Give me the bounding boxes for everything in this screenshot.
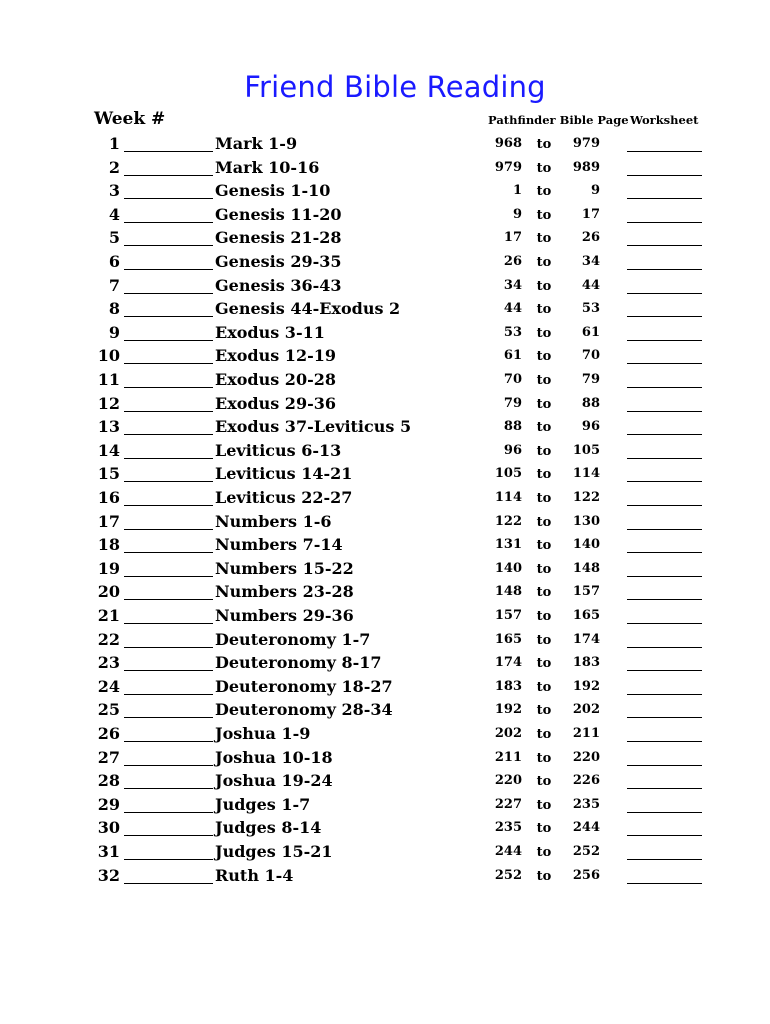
worksheet-blank-field[interactable] bbox=[627, 505, 702, 506]
table-row bbox=[0, 653, 770, 677]
page-to-label: to bbox=[536, 821, 552, 837]
page-from: 227 bbox=[494, 796, 522, 812]
week-number: 4 bbox=[108, 204, 120, 224]
reading-passage: Leviticus 14-21 bbox=[215, 464, 353, 484]
worksheet-blank-field[interactable] bbox=[627, 765, 702, 766]
page-to: 61 bbox=[581, 324, 600, 340]
page-to-label: to bbox=[536, 845, 552, 860]
page-to-label: to bbox=[536, 278, 552, 294]
page-to: 979 bbox=[572, 136, 600, 151]
page-to: 165 bbox=[572, 608, 600, 623]
page-to-label: to bbox=[536, 160, 552, 176]
page-from: 44 bbox=[503, 301, 522, 317]
date-blank-field[interactable] bbox=[124, 222, 213, 223]
week-number: 19 bbox=[97, 558, 120, 578]
reading-passage: Leviticus 6-13 bbox=[215, 440, 342, 460]
page-to: 114 bbox=[572, 466, 600, 482]
page-from: 61 bbox=[503, 348, 522, 364]
worksheet-blank-field[interactable] bbox=[627, 316, 702, 317]
reading-passage: Numbers 7-14 bbox=[215, 535, 343, 555]
page-to-label: to bbox=[536, 750, 552, 766]
worksheet-blank-field[interactable] bbox=[627, 175, 702, 176]
date-blank-field[interactable] bbox=[124, 670, 213, 671]
page-to: 9 bbox=[590, 183, 600, 199]
worksheet-blank-field[interactable] bbox=[627, 340, 702, 341]
page-from: 70 bbox=[503, 372, 522, 387]
date-blank-field[interactable] bbox=[124, 576, 213, 577]
table-row bbox=[0, 606, 770, 630]
reading-passage: Exodus 20-28 bbox=[215, 370, 336, 389]
worksheet-blank-field[interactable] bbox=[627, 670, 702, 671]
page-title: Friend Bible Reading bbox=[244, 70, 546, 104]
page-from: 105 bbox=[494, 466, 522, 482]
date-blank-field[interactable] bbox=[124, 694, 213, 695]
page-from: 79 bbox=[503, 395, 522, 411]
page-to-label: to bbox=[536, 609, 552, 624]
reading-passage: Mark 1-9 bbox=[215, 134, 298, 153]
date-blank-field[interactable] bbox=[124, 481, 213, 482]
table-row bbox=[0, 441, 770, 465]
table-row bbox=[0, 559, 770, 583]
page-to-label: to bbox=[536, 467, 552, 483]
page-from: 122 bbox=[494, 513, 522, 529]
week-number: 16 bbox=[97, 488, 120, 507]
reading-passage: Deuteronomy 1-7 bbox=[215, 629, 371, 649]
reading-passage: Deuteronomy 28-34 bbox=[215, 700, 393, 720]
week-number: 2 bbox=[108, 157, 120, 177]
page-to-label: to bbox=[536, 137, 552, 152]
reading-passage: Genesis 36-43 bbox=[215, 275, 342, 295]
week-number: 5 bbox=[108, 228, 120, 248]
page-from: 53 bbox=[503, 324, 522, 340]
date-blank-field[interactable] bbox=[124, 835, 213, 836]
page-to-label: to bbox=[536, 491, 552, 506]
page-to: 211 bbox=[572, 726, 600, 741]
reading-passage: Genesis 44-Exodus 2 bbox=[215, 299, 401, 319]
week-number: 7 bbox=[108, 275, 120, 295]
reading-passage: Joshua 10-18 bbox=[215, 747, 333, 767]
page-to: 989 bbox=[572, 159, 600, 175]
table-row bbox=[0, 630, 770, 654]
page-from: 114 bbox=[494, 490, 522, 505]
page-to-label: to bbox=[536, 632, 552, 648]
worksheet-blank-field[interactable] bbox=[627, 434, 702, 435]
table-row bbox=[0, 512, 770, 536]
page-to-label: to bbox=[536, 302, 552, 318]
worksheet-blank-field[interactable] bbox=[627, 387, 702, 388]
worksheet-blank-field[interactable] bbox=[627, 552, 702, 553]
week-number: 29 bbox=[97, 794, 120, 814]
page-from: 140 bbox=[494, 560, 522, 576]
worksheet-blank-field[interactable] bbox=[627, 293, 702, 294]
page-to-label: to bbox=[536, 255, 552, 270]
table-row bbox=[0, 346, 770, 370]
date-blank-field[interactable] bbox=[124, 434, 213, 435]
page-to: 79 bbox=[581, 372, 600, 387]
worksheet-blank-field[interactable] bbox=[627, 599, 702, 600]
week-number: 24 bbox=[97, 676, 120, 696]
table-row bbox=[0, 394, 770, 418]
table-row bbox=[0, 299, 770, 323]
date-blank-field[interactable] bbox=[124, 788, 213, 789]
date-blank-field[interactable] bbox=[124, 647, 213, 648]
reading-passage: Genesis 29-35 bbox=[215, 252, 342, 271]
worksheet-blank-field[interactable] bbox=[627, 269, 702, 270]
page-to-label: to bbox=[536, 868, 552, 884]
table-row bbox=[0, 866, 770, 890]
page-from: 34 bbox=[503, 277, 522, 293]
reading-passage: Judges 1-7 bbox=[215, 794, 311, 814]
table-row bbox=[0, 417, 770, 441]
page-to: 183 bbox=[572, 655, 600, 671]
page-to: 105 bbox=[572, 442, 600, 458]
date-blank-field[interactable] bbox=[124, 458, 213, 459]
page-to-label: to bbox=[536, 207, 552, 223]
page-to-label: to bbox=[536, 703, 552, 719]
table-row bbox=[0, 748, 770, 772]
table-row bbox=[0, 724, 770, 748]
page-to: 226 bbox=[572, 773, 600, 789]
page-from: 183 bbox=[494, 678, 522, 694]
page-to: 130 bbox=[572, 513, 600, 529]
reading-passage: Deuteronomy 8-17 bbox=[215, 653, 382, 673]
date-blank-field[interactable] bbox=[124, 859, 213, 860]
page-to-label: to bbox=[536, 373, 552, 388]
reading-passage: Judges 15-21 bbox=[215, 842, 333, 861]
week-number: 11 bbox=[97, 370, 120, 389]
table-row bbox=[0, 464, 770, 488]
date-blank-field[interactable] bbox=[124, 529, 213, 530]
page-from: 157 bbox=[494, 608, 522, 623]
table-row bbox=[0, 677, 770, 701]
table-row bbox=[0, 771, 770, 795]
reading-passage: Exodus 37-Leviticus 5 bbox=[215, 417, 412, 437]
page-to-label: to bbox=[536, 561, 552, 577]
worksheet-blank-field[interactable] bbox=[627, 647, 702, 648]
week-number: 15 bbox=[97, 464, 120, 484]
page-to-label: to bbox=[536, 443, 552, 459]
page-from: 235 bbox=[494, 820, 522, 836]
date-blank-field[interactable] bbox=[124, 340, 213, 341]
week-number: 22 bbox=[97, 629, 120, 649]
week-number: 27 bbox=[97, 747, 120, 767]
week-number: 21 bbox=[97, 606, 120, 625]
page-to-label: to bbox=[536, 325, 552, 341]
reading-passage: Numbers 1-6 bbox=[215, 511, 332, 531]
page-to-label: to bbox=[536, 349, 552, 365]
page-to: 44 bbox=[581, 277, 600, 293]
table-row bbox=[0, 795, 770, 819]
worksheet-blank-field[interactable] bbox=[627, 481, 702, 482]
page-from: 202 bbox=[494, 726, 522, 741]
reading-passage: Genesis 11-20 bbox=[215, 204, 342, 224]
date-blank-field[interactable] bbox=[124, 623, 213, 624]
page-to-label: to bbox=[536, 396, 552, 412]
date-blank-field[interactable] bbox=[124, 316, 213, 317]
table-row bbox=[0, 276, 770, 300]
table-row bbox=[0, 158, 770, 182]
week-column-header: Week # bbox=[94, 109, 166, 129]
page-to: 17 bbox=[581, 206, 600, 222]
worksheet-blank-field[interactable] bbox=[627, 623, 702, 624]
page-to-label: to bbox=[536, 420, 552, 436]
reading-passage: Mark 10-16 bbox=[215, 157, 320, 177]
worksheet-blank-field[interactable] bbox=[627, 529, 702, 530]
date-blank-field[interactable] bbox=[124, 245, 213, 246]
reading-passage: Ruth 1-4 bbox=[215, 865, 294, 885]
table-row bbox=[0, 582, 770, 606]
week-number: 28 bbox=[97, 771, 120, 791]
page-to-label: to bbox=[536, 679, 552, 695]
page-to-label: to bbox=[536, 797, 552, 813]
page-to-label: to bbox=[536, 774, 552, 790]
page-to: 140 bbox=[572, 537, 600, 553]
date-blank-field[interactable] bbox=[124, 293, 213, 294]
week-number: 1 bbox=[108, 134, 120, 153]
page-to: 174 bbox=[572, 631, 600, 647]
week-number: 14 bbox=[97, 440, 120, 460]
table-row bbox=[0, 842, 770, 866]
week-number: 31 bbox=[97, 842, 120, 861]
page-to-label: to bbox=[536, 727, 552, 742]
worksheet-blank-field[interactable] bbox=[627, 717, 702, 718]
table-row bbox=[0, 370, 770, 394]
reading-passage: Exodus 29-36 bbox=[215, 393, 336, 413]
date-blank-field[interactable] bbox=[124, 269, 213, 270]
worksheet-blank-field[interactable] bbox=[627, 245, 702, 246]
week-number: 13 bbox=[97, 417, 120, 437]
reading-passage: Joshua 19-24 bbox=[215, 771, 333, 791]
date-blank-field[interactable] bbox=[124, 552, 213, 553]
page-from: 148 bbox=[494, 584, 522, 600]
page-to-label: to bbox=[536, 184, 552, 200]
page-to-label: to bbox=[536, 585, 552, 601]
worksheet-column-header: Worksheet bbox=[630, 113, 699, 127]
page-from: 968 bbox=[494, 136, 522, 151]
page-to: 256 bbox=[572, 867, 600, 883]
worksheet-blank-field[interactable] bbox=[627, 576, 702, 577]
worksheet-blank-field[interactable] bbox=[627, 198, 702, 199]
page-to: 148 bbox=[572, 560, 600, 576]
worksheet-blank-field[interactable] bbox=[627, 458, 702, 459]
page-to: 122 bbox=[572, 490, 600, 505]
reading-passage: Joshua 1-9 bbox=[215, 724, 311, 743]
date-blank-field[interactable] bbox=[124, 599, 213, 600]
week-number: 8 bbox=[108, 299, 120, 319]
page-from: 1 bbox=[512, 183, 522, 199]
week-number: 17 bbox=[97, 511, 120, 531]
date-blank-field[interactable] bbox=[124, 883, 213, 884]
worksheet-blank-field[interactable] bbox=[627, 741, 702, 742]
week-number: 30 bbox=[97, 818, 120, 838]
week-number: 3 bbox=[108, 181, 120, 201]
week-number: 20 bbox=[97, 582, 120, 602]
page-to: 157 bbox=[572, 584, 600, 600]
date-blank-field[interactable] bbox=[124, 741, 213, 742]
page-to-label: to bbox=[536, 514, 552, 530]
reading-passage: Numbers 15-22 bbox=[215, 558, 354, 578]
date-blank-field[interactable] bbox=[124, 151, 213, 152]
reading-passage: Genesis 21-28 bbox=[215, 228, 342, 248]
worksheet-blank-field[interactable] bbox=[627, 694, 702, 695]
page-to: 70 bbox=[581, 348, 600, 364]
page-from: 26 bbox=[503, 254, 522, 269]
week-number: 25 bbox=[97, 700, 120, 720]
page-to: 252 bbox=[572, 844, 600, 859]
table-row bbox=[0, 488, 770, 512]
page-from: 17 bbox=[503, 230, 522, 246]
table-row bbox=[0, 323, 770, 347]
table-row bbox=[0, 134, 770, 158]
reading-passage: Leviticus 22-27 bbox=[215, 488, 353, 507]
week-number: 26 bbox=[97, 724, 120, 743]
table-row bbox=[0, 181, 770, 205]
worksheet-blank-field[interactable] bbox=[627, 151, 702, 152]
worksheet-blank-field[interactable] bbox=[627, 883, 702, 884]
page-to: 88 bbox=[581, 395, 600, 411]
reading-passage: Numbers 23-28 bbox=[215, 582, 354, 602]
date-blank-field[interactable] bbox=[124, 717, 213, 718]
week-number: 12 bbox=[97, 393, 120, 413]
table-row bbox=[0, 700, 770, 724]
page-from: 979 bbox=[494, 159, 522, 175]
page-to: 235 bbox=[572, 796, 600, 812]
date-blank-field[interactable] bbox=[124, 363, 213, 364]
date-blank-field[interactable] bbox=[124, 198, 213, 199]
page-from: 131 bbox=[494, 537, 522, 553]
date-blank-field[interactable] bbox=[124, 387, 213, 388]
week-number: 6 bbox=[108, 252, 120, 271]
page-to: 53 bbox=[581, 301, 600, 317]
table-row bbox=[0, 818, 770, 842]
date-blank-field[interactable] bbox=[124, 505, 213, 506]
worksheet-blank-field[interactable] bbox=[627, 812, 702, 813]
page-from: 220 bbox=[494, 773, 522, 789]
table-row bbox=[0, 228, 770, 252]
week-number: 23 bbox=[97, 653, 120, 673]
page-from: 252 bbox=[494, 867, 522, 883]
page-from: 211 bbox=[494, 749, 522, 765]
date-blank-field[interactable] bbox=[124, 812, 213, 813]
page-to: 220 bbox=[572, 749, 600, 765]
page-to-label: to bbox=[536, 231, 552, 247]
table-row bbox=[0, 205, 770, 229]
page-to: 202 bbox=[572, 702, 600, 718]
week-number: 9 bbox=[108, 322, 120, 342]
date-blank-field[interactable] bbox=[124, 175, 213, 176]
reading-passage: Exodus 3-11 bbox=[215, 322, 325, 342]
bible-page-column-header: Pathfinder Bible Page bbox=[488, 113, 629, 127]
page-from: 88 bbox=[503, 419, 522, 435]
reading-passage: Deuteronomy 18-27 bbox=[215, 676, 393, 696]
worksheet-blank-field[interactable] bbox=[627, 411, 702, 412]
page-to: 192 bbox=[572, 678, 600, 694]
page-to: 96 bbox=[581, 419, 600, 435]
reading-passage: Genesis 1-10 bbox=[215, 181, 331, 201]
page-from: 165 bbox=[494, 631, 522, 647]
page-from: 244 bbox=[494, 844, 522, 859]
page-to-label: to bbox=[536, 656, 552, 672]
week-number: 18 bbox=[97, 535, 120, 555]
page-from: 9 bbox=[512, 206, 522, 222]
table-row bbox=[0, 535, 770, 559]
reading-passage: Numbers 29-36 bbox=[215, 606, 354, 625]
page-from: 192 bbox=[494, 702, 522, 718]
page-to: 34 bbox=[581, 254, 600, 269]
date-blank-field[interactable] bbox=[124, 411, 213, 412]
reading-passage: Exodus 12-19 bbox=[215, 346, 336, 366]
date-blank-field[interactable] bbox=[124, 765, 213, 766]
page-to: 244 bbox=[572, 820, 600, 836]
page-from: 96 bbox=[503, 442, 522, 458]
page-to-label: to bbox=[536, 538, 552, 554]
worksheet-blank-field[interactable] bbox=[627, 363, 702, 364]
worksheet-blank-field[interactable] bbox=[627, 835, 702, 836]
page-from: 174 bbox=[494, 655, 522, 671]
worksheet-blank-field[interactable] bbox=[627, 859, 702, 860]
reading-passage: Judges 8-14 bbox=[215, 818, 322, 838]
worksheet-blank-field[interactable] bbox=[627, 788, 702, 789]
table-row bbox=[0, 252, 770, 276]
page-to: 26 bbox=[581, 230, 600, 246]
worksheet-blank-field[interactable] bbox=[627, 222, 702, 223]
week-number: 32 bbox=[97, 865, 120, 885]
week-number: 10 bbox=[97, 346, 120, 366]
